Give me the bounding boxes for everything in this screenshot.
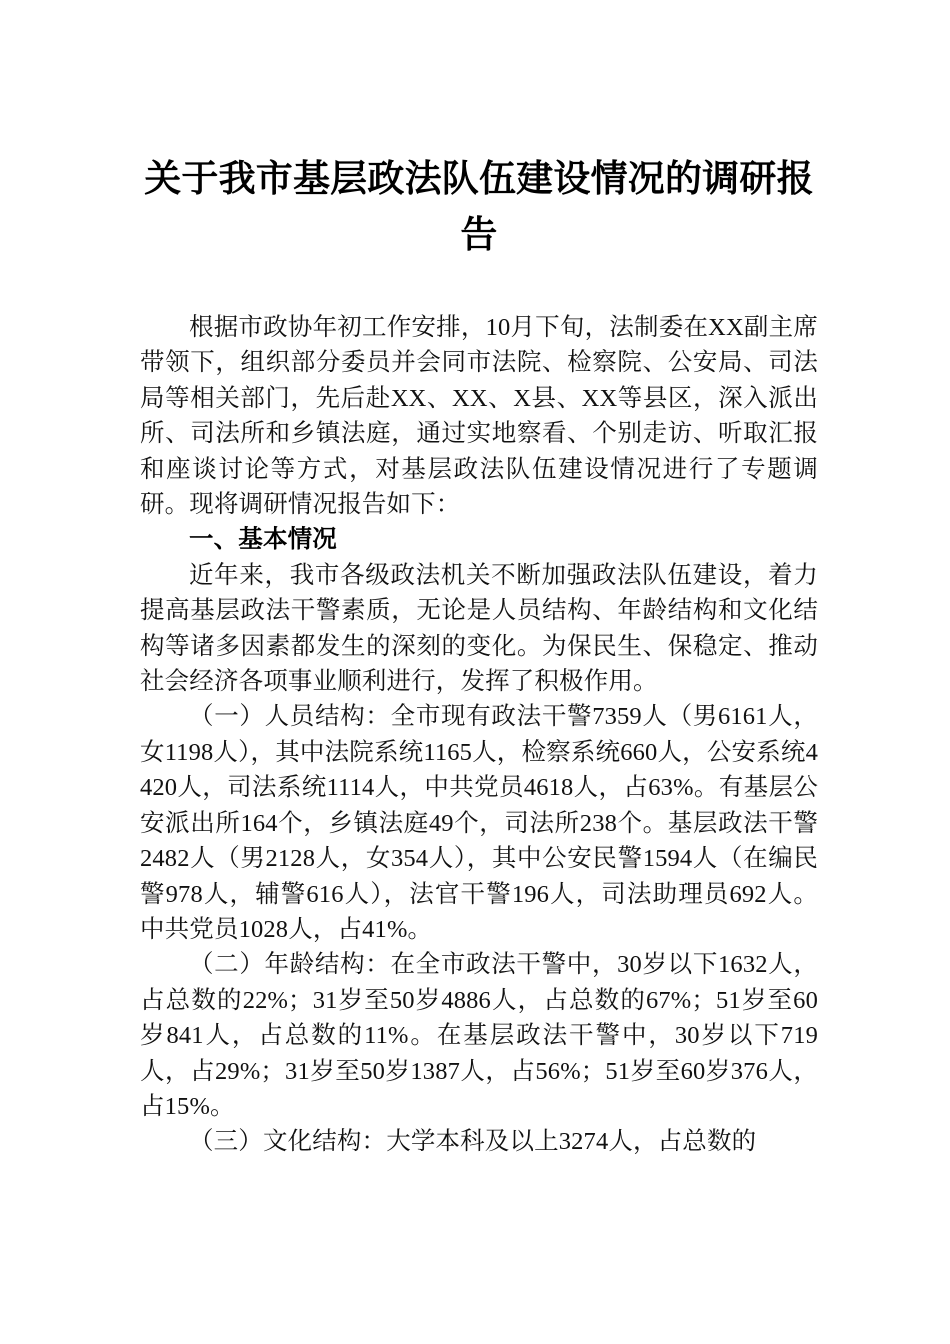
paragraph-age-structure: （二）年龄结构：在全市政法干警中，30岁以下1632人，占总数的22%；31岁至50岁4886人，占总数的67%；51岁至60岁841人，占总数的11%。在基层政法干警中，30岁以下719人，占29%；31岁至50岁1387人，占56%；51岁至60岁376人，占15%。 (140, 951, 818, 1120)
paragraph-intro: 根据市政协年初工作安排，10月下旬，法制委在XX副主席带领下，组织部分委员并会同市法院、检察院、公安局、司法局等相关部门，先后赴XX、XX、X县、XX等县区，深入派出所、司法所和乡镇法庭，通过实地察看、个别走访、听取汇报和座谈讨论等方式，对基层政法队伍建设情况进行了专题调研。现将调研情况报告如下： (140, 314, 818, 519)
page-title: 关于我市基层政法队伍建设情况的调研报告 (144, 159, 814, 256)
section-heading-basic-situation: 一、基本情况 (189, 526, 337, 554)
paragraph-personnel-structure: （一）人员结构：全市现有政法干警7359人（男6161人，女1198人），其中法院系统1165人，检察系统660人，公安系统4420人，司法系统1114人，中共党员4618人，占63%。有基层公安派出所164个，乡镇法庭49个，司法所238个。基层政法干警2482人（男2128人，女354人），其中公安民警1594人（在编民警978人，辅警616人），法官干警196人，司法助理员692人。中共党员1028人，占41%。 (140, 703, 818, 943)
document-text-column (140, 0, 818, 1160)
paragraph-section-1-intro: 近年来，我市各级政法机关不断加强政法队伍建设，着力提高基层政法干警素质，无论是人员结构、年龄结构和文化结构等诸多因素都发生的深刻的变化。为保民生、保稳定、推动社会经济各项事业顺利进行，发挥了积极作用。 (140, 561, 818, 696)
paragraph-education-structure: （三）文化结构：大学本科及以上3274人，占总数的 (189, 1128, 757, 1156)
